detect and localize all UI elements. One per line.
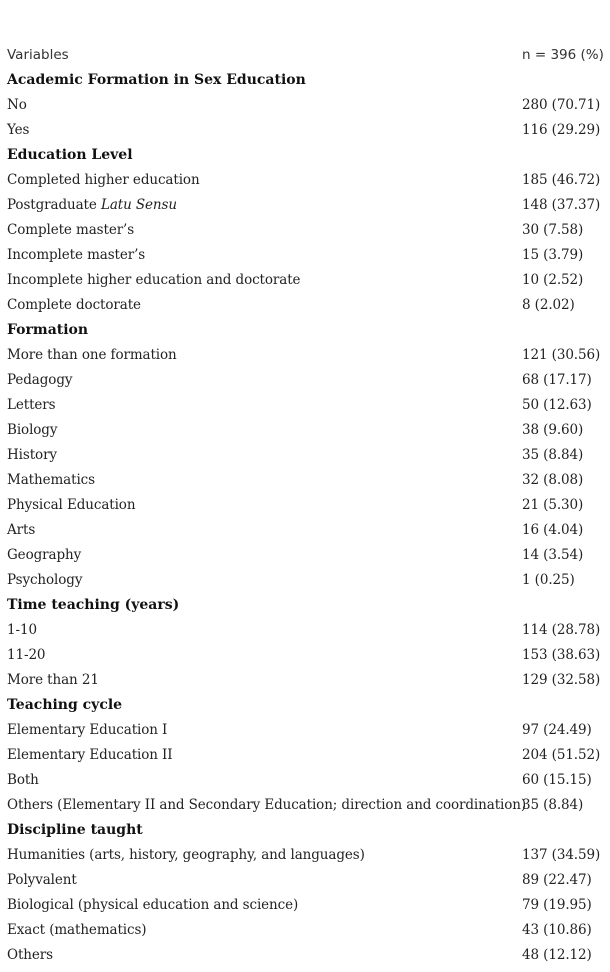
row-value: 204 (51.52) xyxy=(522,747,601,763)
section-header-row xyxy=(7,318,605,343)
table-row xyxy=(7,168,605,193)
table-row xyxy=(7,368,605,393)
row-value: 129 (32.58) xyxy=(522,672,601,688)
row-label-text: Exact (mathematics) xyxy=(7,922,147,938)
row-value: 50 (12.63) xyxy=(522,397,592,413)
section-value-empty xyxy=(522,143,605,168)
table-header-row xyxy=(7,43,605,68)
row-label xyxy=(7,718,522,743)
row-value: 148 (37.37) xyxy=(522,197,601,213)
section-header-row xyxy=(7,593,605,618)
row-label xyxy=(7,193,522,218)
table-row xyxy=(7,218,605,243)
row-value: 35 (8.84) xyxy=(522,797,584,813)
table-row xyxy=(7,543,605,568)
table-row xyxy=(7,568,605,593)
row-label-text: Yes xyxy=(7,122,30,138)
section-value-empty xyxy=(522,318,605,343)
row-label xyxy=(7,843,522,868)
row-label-text: Both xyxy=(7,772,39,788)
row-label xyxy=(7,218,522,243)
row-label xyxy=(7,518,522,543)
row-label xyxy=(7,668,522,693)
section-title: Discipline taught xyxy=(7,822,143,838)
row-label xyxy=(7,743,522,768)
row-value: 21 (5.30) xyxy=(522,497,584,513)
header-variables: Variables xyxy=(7,47,69,63)
row-value: 35 (8.84) xyxy=(522,447,584,463)
row-label xyxy=(7,793,527,818)
row-label-text: More than 21 xyxy=(7,672,99,688)
row-label-text: Biological (physical education and science) xyxy=(7,897,299,913)
header-count: n = 396 (%) xyxy=(522,47,604,63)
table-row xyxy=(7,893,605,918)
table-row xyxy=(7,393,605,418)
row-label xyxy=(7,943,522,968)
table-row xyxy=(7,868,605,893)
row-label xyxy=(7,468,522,493)
row-label-text: Complete master’s xyxy=(7,222,135,238)
row-label xyxy=(7,418,522,443)
row-value: 1 (0.25) xyxy=(522,572,575,588)
row-label-text: Arts xyxy=(7,522,36,538)
section-value-empty xyxy=(522,693,605,718)
table-row xyxy=(7,243,605,268)
table-row xyxy=(7,118,605,143)
row-label-text: Humanities (arts, history, geography, and languages) xyxy=(7,847,365,863)
table-row xyxy=(7,643,605,668)
table-row xyxy=(7,843,605,868)
table-row xyxy=(7,668,605,693)
row-value: 15 (3.79) xyxy=(522,247,584,263)
row-label xyxy=(7,168,522,193)
row-label xyxy=(7,343,522,368)
row-label-text: Psychology xyxy=(7,572,83,588)
row-label xyxy=(7,243,522,268)
row-value: 60 (15.15) xyxy=(522,772,592,788)
row-value: 32 (8.08) xyxy=(522,472,584,488)
row-label-text: Complete doctorate xyxy=(7,297,141,313)
section-header-row xyxy=(7,693,605,718)
section-header-row xyxy=(7,143,605,168)
row-value: 116 (29.29) xyxy=(522,122,601,138)
row-value: 280 (70.71) xyxy=(522,97,601,113)
row-value: 38 (9.60) xyxy=(522,422,584,438)
row-label xyxy=(7,118,522,143)
table-row xyxy=(7,293,605,318)
table-row xyxy=(7,343,605,368)
row-label xyxy=(7,268,522,293)
table-row xyxy=(7,768,605,793)
section-value-empty xyxy=(522,593,605,618)
section-title: Time teaching (years) xyxy=(7,597,180,613)
row-label xyxy=(7,643,522,668)
row-label xyxy=(7,893,522,918)
row-label-text: Letters xyxy=(7,397,56,413)
table-row xyxy=(7,193,605,218)
row-value: 30 (7.58) xyxy=(522,222,584,238)
row-label xyxy=(7,868,522,893)
section-header-row xyxy=(7,818,605,843)
row-label-text: Elementary Education II xyxy=(7,747,173,763)
row-label-text: More than one formation xyxy=(7,347,177,363)
row-label-italic: Latu Sensu xyxy=(100,197,177,213)
row-label-text: Polyvalent xyxy=(7,872,77,888)
section-header-row xyxy=(7,68,605,93)
table-row xyxy=(7,618,605,643)
row-label xyxy=(7,918,522,943)
row-value: 114 (28.78) xyxy=(522,622,601,638)
table-row xyxy=(7,518,605,543)
row-value: 185 (46.72) xyxy=(522,172,601,188)
row-value: 10 (2.52) xyxy=(522,272,584,288)
row-label xyxy=(7,443,522,468)
row-value: 16 (4.04) xyxy=(522,522,584,538)
section-title: Formation xyxy=(7,322,89,338)
table-row xyxy=(7,443,605,468)
row-label-text: Physical Education xyxy=(7,497,136,513)
table-row xyxy=(7,468,605,493)
row-label xyxy=(7,768,522,793)
table-row xyxy=(7,93,605,118)
row-value: 48 (12.12) xyxy=(522,947,592,963)
row-label xyxy=(7,368,522,393)
row-value: 153 (38.63) xyxy=(522,647,601,663)
row-value: 79 (19.95) xyxy=(522,897,592,913)
row-value: 14 (3.54) xyxy=(522,547,584,563)
row-label xyxy=(7,293,522,318)
row-label xyxy=(7,93,522,118)
table-row xyxy=(7,793,605,818)
row-label-text: Others (Elementary II and Secondary Education; direction and coordination) xyxy=(7,797,527,813)
row-label-text: Postgraduate xyxy=(7,197,101,213)
row-label-text: Others xyxy=(7,947,53,963)
row-value: 97 (24.49) xyxy=(522,722,592,738)
row-label xyxy=(7,618,522,643)
row-label-text: Completed higher education xyxy=(7,172,200,188)
table-row xyxy=(7,718,605,743)
section-title: Academic Formation in Sex Education xyxy=(7,72,306,88)
row-label-text: No xyxy=(7,97,27,113)
row-label xyxy=(7,543,522,568)
table-body xyxy=(7,68,605,968)
row-label-text: Elementary Education I xyxy=(7,722,168,738)
row-label-text: Mathematics xyxy=(7,472,95,488)
row-label-text: Geography xyxy=(7,547,82,563)
table-row xyxy=(7,268,605,293)
row-value: 43 (10.86) xyxy=(522,922,592,938)
table-row xyxy=(7,418,605,443)
row-value: 8 (2.02) xyxy=(522,297,575,313)
section-value-empty xyxy=(522,68,605,93)
section-title: Teaching cycle xyxy=(7,697,123,713)
row-label xyxy=(7,568,522,593)
row-label-text: 11-20 xyxy=(7,647,46,663)
section-value-empty xyxy=(522,818,605,843)
row-value: 68 (17.17) xyxy=(522,372,592,388)
row-label-text: Pedagogy xyxy=(7,372,73,388)
table-row xyxy=(7,743,605,768)
row-label xyxy=(7,393,522,418)
row-label-text: Biology xyxy=(7,422,58,438)
row-label-text: Incomplete master’s xyxy=(7,247,146,263)
row-value: 137 (34.59) xyxy=(522,847,601,863)
row-label-text: Incomplete higher education and doctorate xyxy=(7,272,301,288)
row-label-text: 1-10 xyxy=(7,622,37,638)
demographics-table xyxy=(7,43,605,968)
row-value: 121 (30.56) xyxy=(522,347,601,363)
table-row xyxy=(7,943,605,968)
section-title: Education Level xyxy=(7,147,133,163)
table-row xyxy=(7,493,605,518)
table-row xyxy=(7,918,605,943)
row-label xyxy=(7,493,522,518)
row-value: 89 (22.47) xyxy=(522,872,592,888)
row-label-text: History xyxy=(7,447,57,463)
